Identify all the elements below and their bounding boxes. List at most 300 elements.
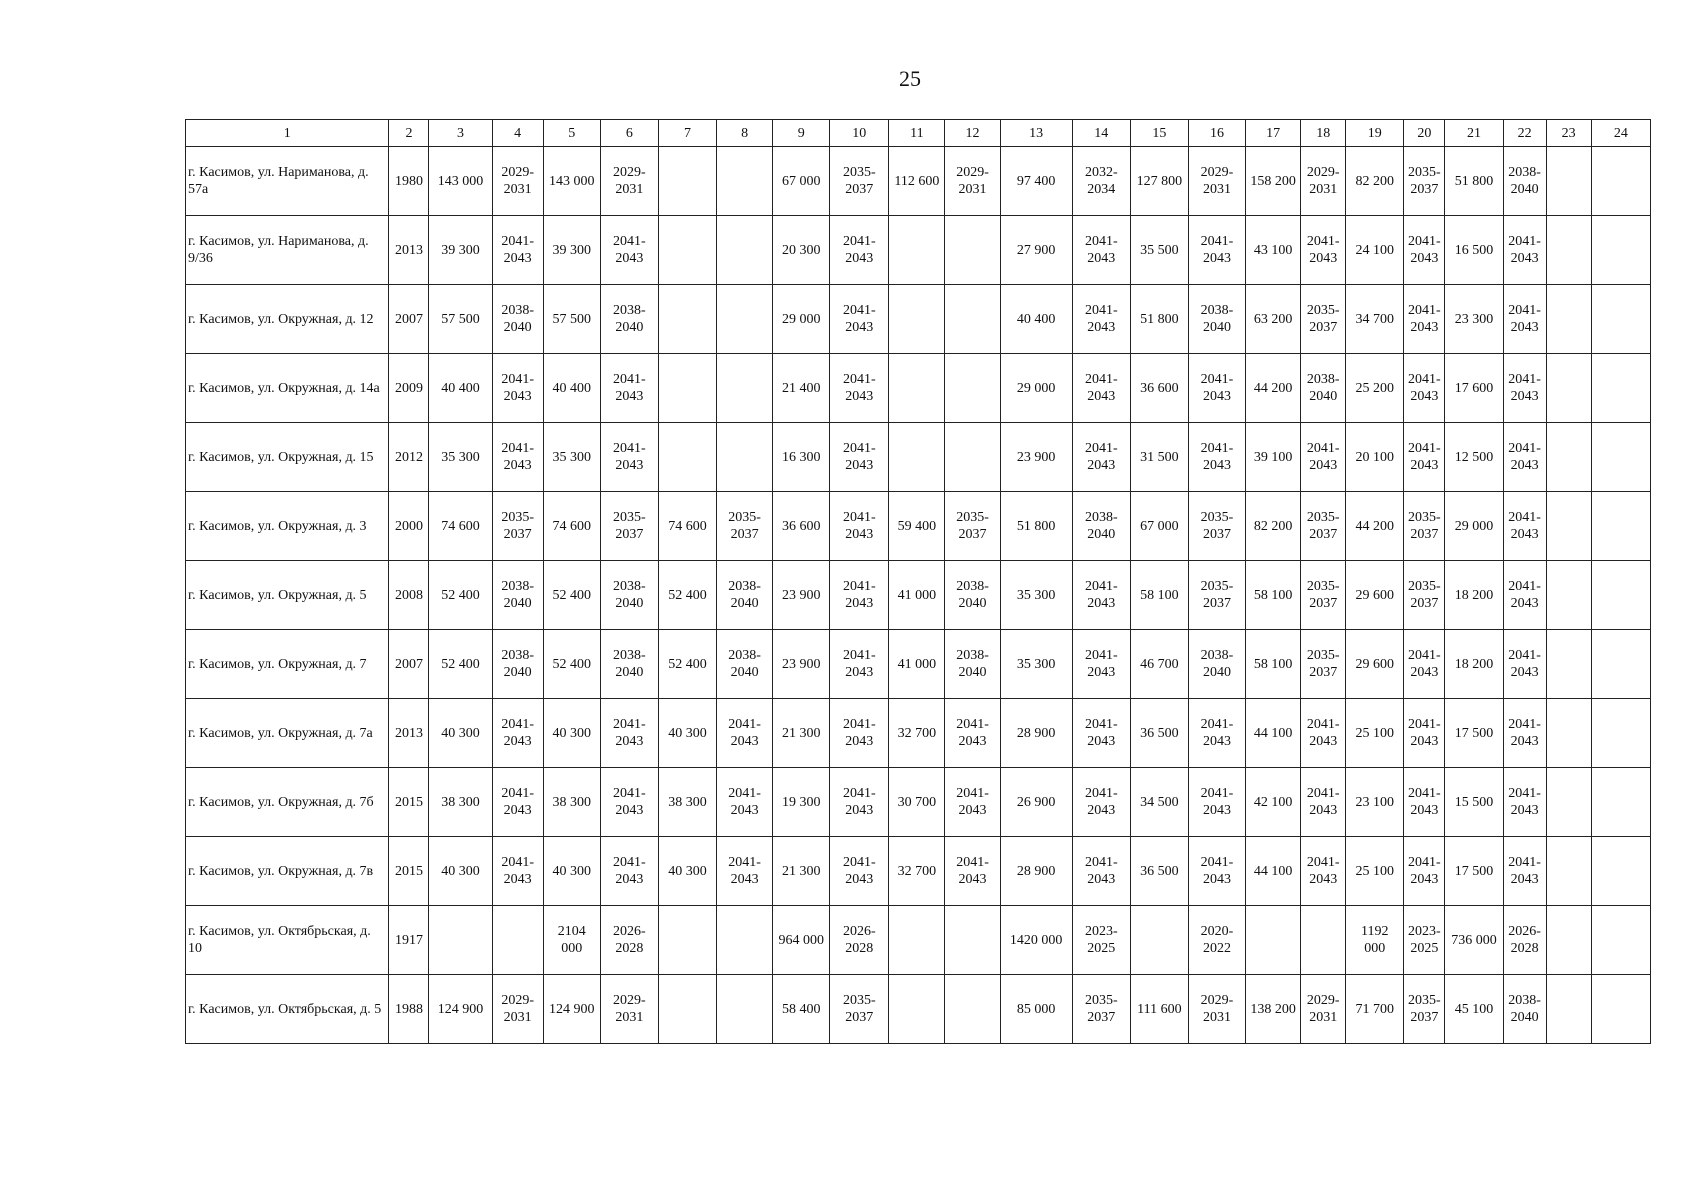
column-header-22: 22 xyxy=(1503,120,1546,147)
table-row xyxy=(186,975,1651,1044)
table-cell: 51 800 xyxy=(1000,492,1072,561)
table-cell: 2041- 2043 xyxy=(600,354,658,423)
table-cell: 2041- 2043 xyxy=(830,561,889,630)
table-cell: 1980 xyxy=(389,147,429,216)
table-cell xyxy=(945,216,1000,285)
column-header-11: 11 xyxy=(889,120,945,147)
table-cell xyxy=(492,906,543,975)
table-cell: 2038- 2040 xyxy=(1188,285,1245,354)
table-cell: 2013 xyxy=(389,699,429,768)
table-cell: 27 900 xyxy=(1000,216,1072,285)
table-cell: 2035- 2037 xyxy=(945,492,1000,561)
table-cell: 97 400 xyxy=(1000,147,1072,216)
table-cell: 2038- 2040 xyxy=(492,285,543,354)
table-cell: 2029- 2031 xyxy=(945,147,1000,216)
table-cell: 2029- 2031 xyxy=(1188,147,1245,216)
table-cell: 71 700 xyxy=(1346,975,1404,1044)
table-cell: 2041- 2043 xyxy=(600,837,658,906)
table-cell: 2041- 2043 xyxy=(945,699,1000,768)
table-cell: 34 500 xyxy=(1130,768,1188,837)
table-cell: 21 400 xyxy=(773,354,830,423)
table-cell: 40 300 xyxy=(429,699,492,768)
table-cell: 2026- 2028 xyxy=(1503,906,1546,975)
table-cell: 51 800 xyxy=(1445,147,1503,216)
table-cell xyxy=(1546,492,1591,561)
table-cell: 23 900 xyxy=(1000,423,1072,492)
table-cell: 2029- 2031 xyxy=(1188,975,1245,1044)
table-cell: 2012 xyxy=(389,423,429,492)
table-cell: 2041- 2043 xyxy=(830,492,889,561)
table-cell xyxy=(658,354,716,423)
table-cell: 2041- 2043 xyxy=(1188,699,1245,768)
table-cell: 52 400 xyxy=(658,561,716,630)
table-cell: 36 600 xyxy=(773,492,830,561)
table-cell: 2007 xyxy=(389,630,429,699)
table-cell: 82 200 xyxy=(1346,147,1404,216)
table-cell: 158 200 xyxy=(1246,147,1301,216)
table-cell: 44 100 xyxy=(1246,837,1301,906)
table-cell: 2038- 2040 xyxy=(717,630,773,699)
table-cell: 2035- 2037 xyxy=(830,975,889,1044)
table-cell xyxy=(658,906,716,975)
table-cell: 2038- 2040 xyxy=(1301,354,1346,423)
table-cell xyxy=(1246,906,1301,975)
table-cell: 2035- 2037 xyxy=(1404,147,1445,216)
table-cell: 2041- 2043 xyxy=(1503,492,1546,561)
table-cell: 2038- 2040 xyxy=(1188,630,1245,699)
table-cell: 2000 xyxy=(389,492,429,561)
table-cell: 35 500 xyxy=(1130,216,1188,285)
table-cell: 36 600 xyxy=(1130,354,1188,423)
table-cell xyxy=(1591,216,1650,285)
table-cell: 2041- 2043 xyxy=(1188,768,1245,837)
table-cell: 2029- 2031 xyxy=(1301,147,1346,216)
table-row xyxy=(186,147,1651,216)
table-cell: 2041- 2043 xyxy=(600,768,658,837)
table-cell: 2041- 2043 xyxy=(600,216,658,285)
table-cell: 2041- 2043 xyxy=(1072,216,1130,285)
table-cell: 16 500 xyxy=(1445,216,1503,285)
table-cell: 1192 000 xyxy=(1346,906,1404,975)
table-cell: 2015 xyxy=(389,768,429,837)
address-cell: г. Касимов, ул. Окружная, д. 7б xyxy=(186,768,389,837)
table-cell: 45 100 xyxy=(1445,975,1503,1044)
table-cell: 17 500 xyxy=(1445,837,1503,906)
table-body xyxy=(186,147,1651,1044)
table-cell: 23 900 xyxy=(773,630,830,699)
table-cell: 2038- 2040 xyxy=(600,630,658,699)
column-header-21: 21 xyxy=(1445,120,1503,147)
table-cell: 28 900 xyxy=(1000,837,1072,906)
table-cell xyxy=(717,975,773,1044)
table-cell: 23 100 xyxy=(1346,768,1404,837)
table-row xyxy=(186,561,1651,630)
table-cell: 2035- 2037 xyxy=(1404,975,1445,1044)
table-cell: 20 300 xyxy=(773,216,830,285)
column-header-16: 16 xyxy=(1188,120,1245,147)
table-cell xyxy=(1546,906,1591,975)
table-cell: 57 500 xyxy=(429,285,492,354)
table-cell: 2041- 2043 xyxy=(1072,285,1130,354)
page-number: 25 xyxy=(899,66,921,91)
address-cell: г. Касимов, ул. Окружная, д. 14а xyxy=(186,354,389,423)
table-cell xyxy=(717,147,773,216)
address-cell: г. Касимов, ул. Окружная, д. 7а xyxy=(186,699,389,768)
table-row xyxy=(186,906,1651,975)
table-cell: 2041- 2043 xyxy=(1404,216,1445,285)
table-cell: 2035- 2037 xyxy=(492,492,543,561)
table-cell xyxy=(945,906,1000,975)
address-cell: г. Касимов, ул. Окружная, д. 7в xyxy=(186,837,389,906)
table-cell: 2041- 2043 xyxy=(1404,630,1445,699)
table-cell: 2041- 2043 xyxy=(600,423,658,492)
table-cell xyxy=(717,906,773,975)
table-cell: 2041- 2043 xyxy=(830,423,889,492)
table-cell: 2041- 2043 xyxy=(492,216,543,285)
table-cell xyxy=(1301,906,1346,975)
table-cell: 2041- 2043 xyxy=(1301,699,1346,768)
table-cell: 35 300 xyxy=(429,423,492,492)
table-cell: 40 300 xyxy=(543,699,600,768)
table-cell: 2041- 2043 xyxy=(717,768,773,837)
table-cell: 2038- 2040 xyxy=(945,561,1000,630)
table-cell: 23 300 xyxy=(1445,285,1503,354)
table-cell: 2038- 2040 xyxy=(600,561,658,630)
table-cell: 23 900 xyxy=(773,561,830,630)
table-cell: 63 200 xyxy=(1246,285,1301,354)
table-cell: 36 500 xyxy=(1130,837,1188,906)
table-cell: 2035- 2037 xyxy=(1404,492,1445,561)
table-cell: 2041- 2043 xyxy=(492,354,543,423)
table-cell: 29 000 xyxy=(773,285,830,354)
table-cell xyxy=(1546,630,1591,699)
table-cell: 2041- 2043 xyxy=(492,768,543,837)
table-cell: 736 000 xyxy=(1445,906,1503,975)
table-cell: 138 200 xyxy=(1246,975,1301,1044)
column-header-19: 19 xyxy=(1346,120,1404,147)
table-cell: 58 100 xyxy=(1246,630,1301,699)
table-cell: 52 400 xyxy=(429,561,492,630)
table-cell xyxy=(658,147,716,216)
table-cell: 2041- 2043 xyxy=(1503,354,1546,423)
table-cell: 38 300 xyxy=(429,768,492,837)
table-cell: 2041- 2043 xyxy=(492,699,543,768)
table-cell: 2041- 2043 xyxy=(1072,699,1130,768)
table-cell xyxy=(1546,561,1591,630)
table-cell: 67 000 xyxy=(773,147,830,216)
table-cell xyxy=(1546,699,1591,768)
table-cell: 30 700 xyxy=(889,768,945,837)
table-cell: 2041- 2043 xyxy=(830,285,889,354)
table-cell xyxy=(1546,216,1591,285)
table-cell: 59 400 xyxy=(889,492,945,561)
data-table xyxy=(185,119,1651,1044)
table-cell: 2041- 2043 xyxy=(1188,354,1245,423)
table-row xyxy=(186,837,1651,906)
table-cell: 2041- 2043 xyxy=(1072,561,1130,630)
address-cell: г. Касимов, ул. Окружная, д. 15 xyxy=(186,423,389,492)
table-cell xyxy=(1546,768,1591,837)
table-cell: 2035- 2037 xyxy=(830,147,889,216)
table-cell: 15 500 xyxy=(1445,768,1503,837)
table-cell: 25 100 xyxy=(1346,699,1404,768)
table-cell: 25 100 xyxy=(1346,837,1404,906)
table-cell xyxy=(1591,561,1650,630)
table-cell xyxy=(945,285,1000,354)
table-cell xyxy=(945,975,1000,1044)
table-cell: 20 100 xyxy=(1346,423,1404,492)
table-cell: 42 100 xyxy=(1246,768,1301,837)
table-cell xyxy=(658,423,716,492)
table-cell: 41 000 xyxy=(889,561,945,630)
column-header-20: 20 xyxy=(1404,120,1445,147)
table-cell: 58 400 xyxy=(773,975,830,1044)
table-cell: 29 600 xyxy=(1346,561,1404,630)
table-cell: 2041- 2043 xyxy=(1404,354,1445,423)
table-cell: 40 400 xyxy=(1000,285,1072,354)
table-cell: 2041- 2043 xyxy=(830,630,889,699)
table-cell: 2041- 2043 xyxy=(1301,216,1346,285)
table-cell: 24 100 xyxy=(1346,216,1404,285)
column-header-2: 2 xyxy=(389,120,429,147)
table-cell: 2038- 2040 xyxy=(945,630,1000,699)
table-cell: 2026- 2028 xyxy=(600,906,658,975)
table-cell xyxy=(1591,768,1650,837)
table-cell xyxy=(889,975,945,1044)
table-cell: 2035- 2037 xyxy=(1301,630,1346,699)
address-cell: г. Касимов, ул. Окружная, д. 5 xyxy=(186,561,389,630)
table-cell xyxy=(1591,975,1650,1044)
column-header-24: 24 xyxy=(1591,120,1650,147)
table-cell: 2008 xyxy=(389,561,429,630)
table-cell: 2041- 2043 xyxy=(600,699,658,768)
table-row xyxy=(186,216,1651,285)
table-cell: 1917 xyxy=(389,906,429,975)
table-cell: 2041- 2043 xyxy=(1503,699,1546,768)
table-cell: 18 200 xyxy=(1445,561,1503,630)
table-cell: 39 300 xyxy=(543,216,600,285)
table-cell: 124 900 xyxy=(429,975,492,1044)
table-cell: 2041- 2043 xyxy=(1404,285,1445,354)
table-cell: 40 300 xyxy=(658,837,716,906)
table-cell: 52 400 xyxy=(543,561,600,630)
table-cell: 40 400 xyxy=(543,354,600,423)
table-cell: 74 600 xyxy=(429,492,492,561)
table-cell: 2041- 2043 xyxy=(492,837,543,906)
table-cell: 2023- 2025 xyxy=(1072,906,1130,975)
table-cell xyxy=(1591,423,1650,492)
address-cell: г. Касимов, ул. Окружная, д. 12 xyxy=(186,285,389,354)
table-cell: 2032- 2034 xyxy=(1072,147,1130,216)
table-cell: 21 300 xyxy=(773,699,830,768)
table-cell: 2023- 2025 xyxy=(1404,906,1445,975)
table-cell: 2041- 2043 xyxy=(830,216,889,285)
table-cell: 2041- 2043 xyxy=(1188,423,1245,492)
table-cell: 964 000 xyxy=(773,906,830,975)
table-cell xyxy=(658,216,716,285)
table-cell xyxy=(1591,837,1650,906)
table-cell: 2029- 2031 xyxy=(1301,975,1346,1044)
table-cell: 124 900 xyxy=(543,975,600,1044)
table-cell: 58 100 xyxy=(1130,561,1188,630)
table-cell: 40 400 xyxy=(429,354,492,423)
table-cell: 2041- 2043 xyxy=(830,837,889,906)
table-cell: 2038- 2040 xyxy=(1503,975,1546,1044)
address-cell: г. Касимов, ул. Окружная, д. 7 xyxy=(186,630,389,699)
table-cell: 74 600 xyxy=(543,492,600,561)
table-row xyxy=(186,492,1651,561)
column-header-15: 15 xyxy=(1130,120,1188,147)
table-cell xyxy=(1546,147,1591,216)
table-cell: 2041- 2043 xyxy=(1301,768,1346,837)
table-cell: 2041- 2043 xyxy=(1503,423,1546,492)
table-cell: 44 200 xyxy=(1346,492,1404,561)
table-cell: 2038- 2040 xyxy=(1503,147,1546,216)
table-cell: 2041- 2043 xyxy=(1503,768,1546,837)
table-cell xyxy=(1591,492,1650,561)
table-cell: 36 500 xyxy=(1130,699,1188,768)
table-cell: 2035- 2037 xyxy=(600,492,658,561)
table-cell: 29 000 xyxy=(1445,492,1503,561)
table-cell: 2029- 2031 xyxy=(492,147,543,216)
table-cell xyxy=(1591,285,1650,354)
table-cell xyxy=(1546,423,1591,492)
table-cell: 44 100 xyxy=(1246,699,1301,768)
table-cell: 2041- 2043 xyxy=(1072,423,1130,492)
table-cell: 2041- 2043 xyxy=(830,768,889,837)
table-cell xyxy=(429,906,492,975)
table-cell: 38 300 xyxy=(543,768,600,837)
table-cell: 2035- 2037 xyxy=(1301,492,1346,561)
table-cell: 18 200 xyxy=(1445,630,1503,699)
column-header-5: 5 xyxy=(543,120,600,147)
table-cell: 46 700 xyxy=(1130,630,1188,699)
table-cell xyxy=(1591,630,1650,699)
table-cell: 52 400 xyxy=(429,630,492,699)
column-header-10: 10 xyxy=(830,120,889,147)
table-cell xyxy=(1546,975,1591,1044)
table-cell: 16 300 xyxy=(773,423,830,492)
column-header-6: 6 xyxy=(600,120,658,147)
table-cell: 31 500 xyxy=(1130,423,1188,492)
table-cell xyxy=(889,423,945,492)
table-cell: 2035- 2037 xyxy=(1301,285,1346,354)
table-cell: 2035- 2037 xyxy=(717,492,773,561)
table-cell: 25 200 xyxy=(1346,354,1404,423)
table-cell: 2038- 2040 xyxy=(492,630,543,699)
table-cell: 12 500 xyxy=(1445,423,1503,492)
table-cell: 44 200 xyxy=(1246,354,1301,423)
table-cell xyxy=(658,285,716,354)
table-row xyxy=(186,768,1651,837)
column-header-14: 14 xyxy=(1072,120,1130,147)
table-cell: 17 500 xyxy=(1445,699,1503,768)
table-cell: 2041- 2043 xyxy=(1503,216,1546,285)
table-cell xyxy=(1591,699,1650,768)
table-cell: 35 300 xyxy=(543,423,600,492)
address-cell: г. Касимов, ул. Окружная, д. 3 xyxy=(186,492,389,561)
table-cell: 2041- 2043 xyxy=(1404,699,1445,768)
column-header-18: 18 xyxy=(1301,120,1346,147)
table-cell: 2013 xyxy=(389,216,429,285)
table-cell: 2029- 2031 xyxy=(600,975,658,1044)
table-cell xyxy=(889,906,945,975)
table-cell: 2029- 2031 xyxy=(492,975,543,1044)
table-cell: 143 000 xyxy=(429,147,492,216)
table-cell: 74 600 xyxy=(658,492,716,561)
table-cell xyxy=(717,216,773,285)
table-cell: 143 000 xyxy=(543,147,600,216)
table-cell: 2041- 2043 xyxy=(1188,216,1245,285)
table-cell xyxy=(658,975,716,1044)
table-cell xyxy=(1546,837,1591,906)
table-cell: 2038- 2040 xyxy=(717,561,773,630)
table-cell: 40 300 xyxy=(543,837,600,906)
table-cell xyxy=(1546,354,1591,423)
column-header-17: 17 xyxy=(1246,120,1301,147)
table-cell: 127 800 xyxy=(1130,147,1188,216)
address-cell: г. Касимов, ул. Нариманова, д. 57а xyxy=(186,147,389,216)
table-cell: 2035- 2037 xyxy=(1301,561,1346,630)
column-header-8: 8 xyxy=(717,120,773,147)
table-cell: 2035- 2037 xyxy=(1404,561,1445,630)
table-cell: 2041- 2043 xyxy=(1404,768,1445,837)
table-cell xyxy=(1591,147,1650,216)
table-cell: 40 300 xyxy=(429,837,492,906)
table-cell: 40 300 xyxy=(658,699,716,768)
table-cell: 32 700 xyxy=(889,699,945,768)
column-header-3: 3 xyxy=(429,120,492,147)
table-cell: 2041- 2043 xyxy=(1404,837,1445,906)
table-cell: 2041- 2043 xyxy=(1404,423,1445,492)
table-cell xyxy=(717,354,773,423)
table-cell xyxy=(889,354,945,423)
table-row xyxy=(186,423,1651,492)
table-cell: 2041- 2043 xyxy=(1503,561,1546,630)
table-cell xyxy=(945,423,1000,492)
table-cell: 2026- 2028 xyxy=(830,906,889,975)
table-cell: 2041- 2043 xyxy=(717,837,773,906)
table-cell: 2029- 2031 xyxy=(600,147,658,216)
table-cell: 2035- 2037 xyxy=(1072,975,1130,1044)
table-cell: 43 100 xyxy=(1246,216,1301,285)
table-header xyxy=(186,120,1651,147)
table-cell: 2041- 2043 xyxy=(945,768,1000,837)
address-cell: г. Касимов, ул. Октябрьская, д. 10 xyxy=(186,906,389,975)
table-cell xyxy=(717,285,773,354)
table-cell: 35 300 xyxy=(1000,561,1072,630)
table-cell: 2041- 2043 xyxy=(830,354,889,423)
table-cell: 2015 xyxy=(389,837,429,906)
table-cell: 21 300 xyxy=(773,837,830,906)
table-cell: 35 300 xyxy=(1000,630,1072,699)
table-cell: 2035- 2037 xyxy=(1188,492,1245,561)
table-cell: 1988 xyxy=(389,975,429,1044)
table-cell: 2041- 2043 xyxy=(492,423,543,492)
table-cell: 112 600 xyxy=(889,147,945,216)
table-row xyxy=(186,630,1651,699)
header-row xyxy=(186,120,1651,147)
table-cell: 26 900 xyxy=(1000,768,1072,837)
table-cell: 2041- 2043 xyxy=(717,699,773,768)
table-row xyxy=(186,354,1651,423)
table-cell xyxy=(1546,285,1591,354)
table-cell: 67 000 xyxy=(1130,492,1188,561)
table-cell xyxy=(945,354,1000,423)
table-cell xyxy=(1591,354,1650,423)
column-header-9: 9 xyxy=(773,120,830,147)
table-cell: 39 300 xyxy=(429,216,492,285)
